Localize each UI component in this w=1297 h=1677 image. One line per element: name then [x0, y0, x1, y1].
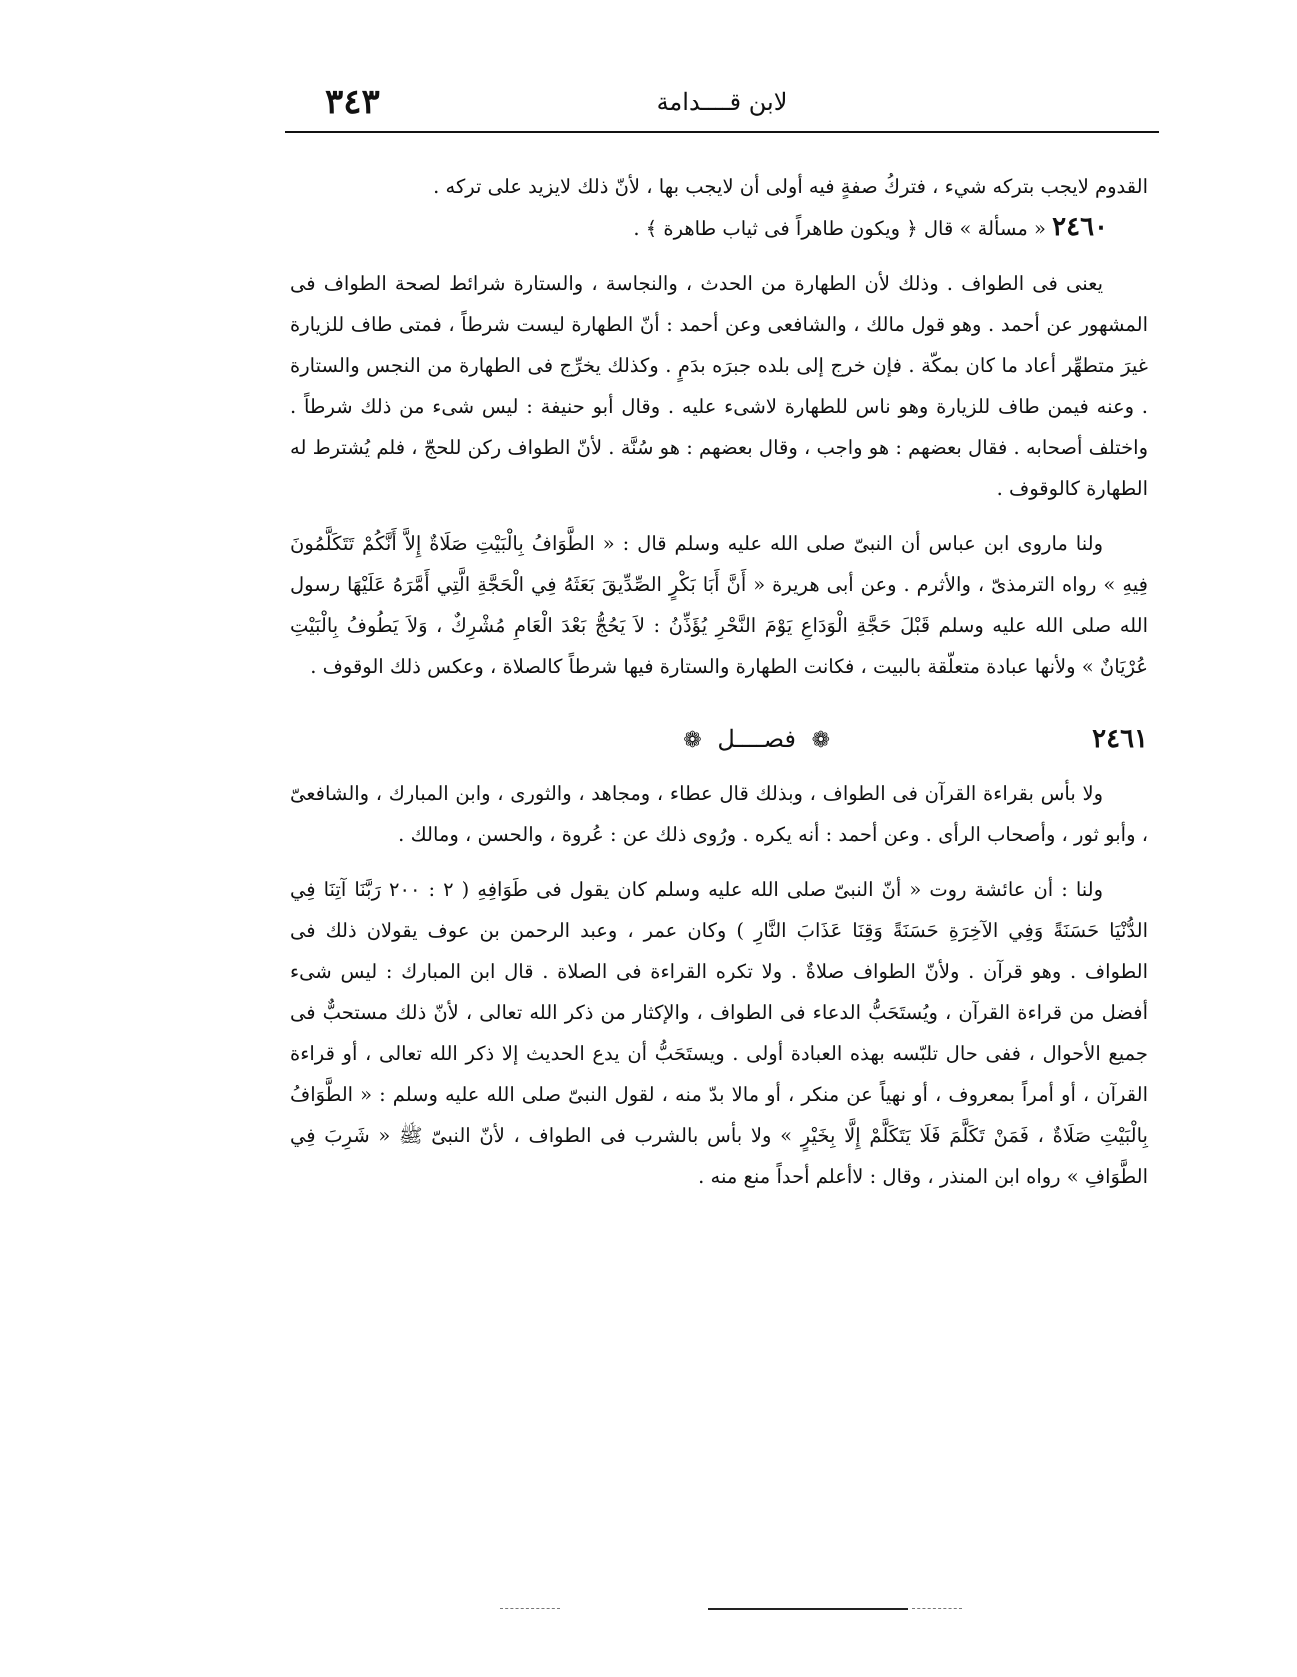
- fasl-title-group: [675, 719, 838, 761]
- header-rule: [285, 131, 1159, 133]
- fasl-title: فصــــل: [717, 725, 796, 753]
- footer-rule: [708, 1608, 908, 1610]
- page-body: [290, 166, 1148, 1197]
- fasl-heading: [290, 709, 1148, 773]
- paragraph: يعنى فى الطواف . وذلك لأن الطهارة من الحدث ، والنجاسة ، والستارة شرائط لصحة الطواف فى المشهور عن أحمد . وهو قول مالك ، والشافعى وعن أحمد : أنّ الطهارة ليست شرطاً ، فمتى طاف للزيارة غيرَ متطهِّر أعاد ما كان بمكّة . فإن خرج إلى بلده جبرَه بدَمٍ . وكذلك يخرِّج فى الطهارة من النجس والستارة . وعنه فيمن طاف للزيارة وهو ناس للطهارة لاشىء عليه . وقال أبو حنيفة : ليس شىء من ذلك شرطاً . واختلف أصحابه . فقال بعضهم : هو واجب ، وقال بعضهم : هو سُنَّة . لأنّ الطواف ركن للحجّ ، فلم يُشترط له الطهارة كالوقوف .: [290, 272, 1148, 500]
- fasl-number: ٢٤٦١: [1092, 724, 1148, 754]
- ornament-icon: ❁: [811, 728, 830, 753]
- page-number: ٣٤٣: [325, 82, 380, 122]
- footer-rule: [500, 1608, 560, 1609]
- masala-number: ٢٤٦٠: [1052, 212, 1108, 242]
- paragraph: ولنا : أن عائشة روت « أنّ النبىّ صلى الله عليه وسلم كان يقول فى طَوَافِهِ ( ٢ : ٢٠٠ رَبَّنَا آتِنَا فِي الدُّنْيَا حَسَنَةً وَفِي الآخِرَةِ حَسَنَةً وَقِنَا عَذَابَ النَّارِ ) وكان عمر ، وعبد الرحمن بن عوف يقولان ذلك فى الطواف . وهو قرآن . ولأنّ الطواف صلاةٌ . ولا تكره القراءة فى الصلاة . قال ابن المبارك : ليس شىء أفضل من قراءة القرآن ، ويُستَحَبُّ الدعاء فى الطواف ، والإكثار من ذكر الله تعالى ، لأنّ ذلك مستحبٌّ فى جميع الأحوال ، ففى حال تلبّسه بهذه العبادة أولى . ويستَحَبُّ أن يدع الحديث إلا ذكر الله تعالى ، أو قراءة القرآن ، أو أمراً بمعروف ، أو نهياً عن منكر ، أو مالا بدّ منه ، لقول النبىّ صلى الله عليه وسلم : « الطَّوَافُ بِالْبَيْتِ صَلَاةٌ ، فَمَنْ تَكَلَّمَ فَلَا يَتَكَلَّمْ إِلَّا بِخَيْرٍ » ولا بأس بالشرب فى الطواف ، لأنّ النبىّ ﷺ « شَرِبَ فِي الطَّوَافِ » رواه ابن المنذر ، وقال : لاأعلم أحداً منع منه .: [290, 878, 1148, 1188]
- footer-rule: [912, 1608, 962, 1609]
- ornament-icon: ❁: [683, 728, 702, 753]
- paragraph: ولنا ماروى ابن عباس أن النبىّ صلى الله عليه وسلم قال : « الطَّوَافُ بِالْبَيْتِ صَلَاةٌ إِلاَّ أَنَّكُمْ تَتَكَلَّمُونَ فِيهِ » رواه الترمذىّ ، والأثرم . وعن أبى هريرة « أَنَّ أَبَا بَكْرٍ الصِّدِّيقَ بَعَثَهُ فِي الْحَجَّةِ الَّتِي أَمَّرَهُ عَلَيْهَا رسول الله صلى الله عليه وسلم قَبْلَ حَجَّةِ الْوَدَاعِ يَوْمَ النَّحْرِ يُؤَذِّنُ : لاَ يَحُجُّ بَعْدَ الْعَامِ مُشْرِكٌ ، وَلاَ يَطُوفُ بِالْبَيْتِ عُرْيَانٌ » ولأنها عبادة متعلّقة بالبيت ، فكانت الطهارة والستارة فيها شرطاً كالصلاة ، وعكس ذلك الوقوف .: [290, 532, 1148, 678]
- paragraph: ولا بأس بقراءة القرآن فى الطواف ، وبذلك قال عطاء ، ومجاهد ، والثورى ، وابن المبارك ، والشافعىّ ، وأبو ثور ، وأصحاب الرأى . وعن أحمد : أنه يكره . ورُوى ذلك عن : عُروة ، والحسن ، ومالك .: [290, 782, 1148, 846]
- continuation-line: القدوم لايجب بتركه شيء ، فتركُ صفةٍ فيه أولى أن لايجب بها ، لأنّ ذلك لايزيد على تركه .: [433, 175, 1148, 198]
- page-header: [285, 80, 1159, 130]
- masala-heading: [290, 207, 1148, 249]
- running-title: لابن قــــدامة: [656, 88, 788, 116]
- masala-text: « مسألة » قال ﴿ ويكون طاهراً فى ثياب طاهرة ﴾ .: [633, 217, 1046, 240]
